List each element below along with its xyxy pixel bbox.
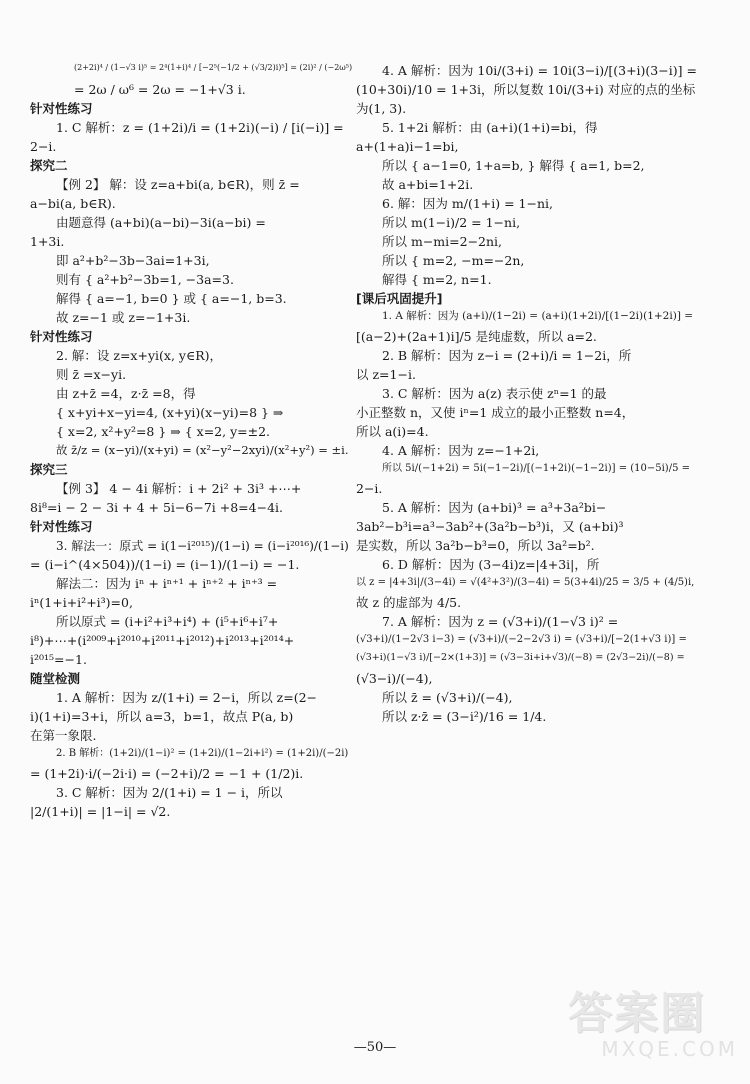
text-line: 【例 3】 4 − 4i 解析：i + 2i² + 3i³ +⋯+	[56, 481, 302, 496]
text-line: a−bi(a, b∈R).	[30, 196, 116, 211]
text-line: 所以 m(1−i)/2 = 1−ni,	[382, 215, 521, 230]
text-line: 则有 { a²+b²−3b=1, −3a=3.	[56, 272, 234, 287]
text-line: 7. A 解析：因为 z = (√3+i)/(1−√3 i)² =	[382, 614, 619, 629]
text-line: = (i−i^(4×504))/(1−i) = (i−1)/(1−i) = −1.	[30, 557, 300, 572]
text-line: 8i⁸=i − 2 − 3i + 4 + 5i−6−7i +8=4−4i.	[30, 500, 283, 515]
text-line: a+(1+a)i−1=bi,	[356, 139, 459, 154]
text-line: 所以 z·z̄ = (3−i²)/16 = 1/4.	[382, 709, 547, 724]
page-number: —50—	[353, 1040, 397, 1055]
section-heading: 针对性练习	[30, 101, 93, 116]
text-line: = 2ω / ω⁶ = 2ω = −1+√3 i.	[74, 82, 246, 97]
text-line: 2−i.	[30, 139, 57, 154]
watermark-logo	[568, 990, 738, 1070]
text-line: (10+30i)/10 = 1+3i，所以复数 10i/(3+i) 对应的点的坐标	[356, 82, 696, 97]
text-line: 1. C 解析：z = (1+2i)/i = (1+2i)(−i) / [i(−i)] =	[56, 120, 344, 135]
text-line: 则 z̄ =x−yi.	[56, 367, 127, 382]
text-line: { x+yi+x−yi=4, (x+yi)(x−yi)=8 } ⇒	[56, 405, 284, 420]
text-line: 以 z = |4+3i|/(3−4i) = √(4²+3²)/(3−4i) = 5(3+4i)/25 = 3/5 + (4/5)i,	[356, 577, 695, 588]
text-line: 所以 { m=2, −m=−2n,	[382, 253, 525, 268]
text-line: = (1+2i)·i/(−2i·i) = (−2+i)/2 = −1 + (1/2)i.	[30, 766, 304, 781]
left-column	[30, 62, 358, 822]
text-line: iⁿ(1+i+i²+i³)=0,	[30, 595, 133, 610]
section-heading: [课后巩固提升]	[356, 291, 443, 306]
text-line: 解得 { m=2, n=1.	[382, 272, 492, 287]
text-line: 即 a²+b²−3b−3ai=1+3i,	[56, 253, 210, 268]
text-line: 所以 a(i)=4.	[356, 424, 429, 439]
text-line: (√3+i)(1−√3 i)/[−2×(1+3)] = (√3−3i+i+√3)/(−8) = (2√3−2i)/(−8) =	[356, 652, 685, 663]
text-line: 由 z+z̄ =4，z·z̄ =8，得	[56, 386, 196, 401]
text-line: i⁸)+⋯+(i²⁰⁰⁹+i²⁰¹⁰+i²⁰¹¹+i²⁰¹²)+i²⁰¹³+i²⁰¹⁴+	[30, 633, 295, 648]
text-line: (√3−i)/(−4),	[356, 671, 433, 686]
text-line: 4. A 解析：因为 10i/(3+i) = 10i(3−i)/[(3+i)(3−i)] =	[382, 63, 697, 78]
section-heading: 针对性练习	[30, 519, 93, 534]
text-line: { x=2, x²+y²=8 } ⇒ { x=2, y=±2.	[56, 424, 271, 439]
text-line: 故 z 的虚部为 4/5.	[356, 595, 462, 610]
text-line: 3. 解法一：原式 = i(1−i²⁰¹⁵)/(1−i) = (i−i²⁰¹⁶)/(1−i)	[56, 539, 349, 553]
section-heading: 随堂检测	[30, 671, 81, 686]
text-line: 6. 解：因为 m/(1+i) = 1−ni,	[382, 196, 553, 211]
text-line: 故 a+bi=1+2i.	[382, 177, 474, 192]
text-line: [(a−2)+(2a+1)i]/5 是纯虚数，所以 a=2.	[356, 329, 597, 344]
text-line: 4. A 解析：因为 z=−1+2i,	[382, 443, 540, 458]
text-line: i)(1+i)=3+i，所以 a=3，b=1，故点 P(a, b)	[30, 709, 294, 724]
section-heading: 探究三	[30, 462, 68, 477]
text-line: 是实数，所以 3a²b−b³=0，所以 3a²=b².	[356, 538, 595, 553]
text-line: 5. A 解析：因为 (a+bi)³ = a³+3a²bi−	[382, 500, 607, 515]
text-line: 为(1, 3).	[356, 101, 407, 116]
text-line: (√3+i)/(1−2√3 i−3) = (√3+i)/(−2−2√3 i) = (√3+i)/[−2(1+√3 i)] =	[356, 634, 687, 645]
text-line: 2. 解：设 z=x+yi(x, y∈R)，	[56, 348, 222, 363]
text-line: 2−i.	[356, 481, 383, 496]
text-line: 解得 { a=−1, b=0 } 或 { a=−1, b=3.	[56, 291, 287, 306]
section-heading: 探究二	[30, 158, 68, 173]
text-line: 5. 1+2i 解析：由 (a+i)(1+i)=bi，得	[382, 120, 598, 135]
text-line: 小正整数 n，又使 iⁿ=1 成立的最小正整数 n=4，	[356, 405, 635, 420]
text-line: 所以 5i/(−1+2i) = 5i(−1−2i)/[(−1+2i)(−1−2i)] = (10−5i)/5 =	[382, 463, 691, 474]
text-line: 故 z̄/z = (x−yi)/(x+yi) = (x²−y²−2xyi)/(x²+y²) = ±i.	[56, 443, 349, 457]
text-line: 2. B 解析：(1+2i)/(1−i)² = (1+2i)/(1−2i+i²) = (1+2i)/(−2i)	[56, 748, 349, 759]
watermark-main: 答案圈	[568, 988, 706, 1039]
text-line: 2. B 解析：因为 z−i = (2+i)/i = 1−2i，所	[382, 348, 632, 363]
text-line: 3. C 解析：因为 2/(1+i) = 1 − i，所以	[56, 785, 283, 800]
text-line: 【例 2】 解：设 z=a+bi(a, b∈R)，则 z̄ =	[56, 177, 300, 192]
text-line: 以 z=1−i.	[356, 367, 416, 382]
text-line: 6. D 解析：因为 (3−4i)z=|4+3i|，所	[382, 557, 600, 572]
text-line: 故 z=−1 或 z=−1+3i.	[56, 310, 191, 325]
text-line: 所以 z̄ = (√3+i)/(−4),	[382, 690, 513, 705]
text-line: 1+3i.	[30, 234, 65, 249]
text-line: 在第一象限.	[30, 728, 97, 743]
text-line: (2+2i)⁴ / (1−√3 i)⁵ = 2⁴(1+i)⁴ / [−2⁵(−1/2 + (√3/2)i)⁵] = (2i)² / (−2ω⁵)	[74, 63, 353, 72]
section-heading: 针对性练习	[30, 329, 93, 344]
text-line: 所以 m−mi=2−2ni,	[382, 234, 503, 249]
text-line: 由题意得 (a+bi)(a−bi)−3i(a−bi) =	[56, 215, 266, 230]
right-column	[356, 62, 700, 727]
text-line: 解法二：因为 iⁿ + iⁿ⁺¹ + iⁿ⁺² + iⁿ⁺³ =	[56, 576, 278, 591]
text-line: 所以原式 = (i+i²+i³+i⁴) + (i⁵+i⁶+i⁷+	[56, 614, 279, 629]
watermark-sub: MXQE.COM	[601, 1037, 738, 1061]
text-line: |2/(1+i)| = |1−i| = √2.	[30, 804, 171, 819]
text-line: 3ab²−b³i=a³−3ab²+(3a²b−b³)i，又 (a+bi)³	[356, 519, 624, 534]
text-line: 1. A 解析：因为 (a+i)/(1−2i) = (a+i)(1+2i)/[(1−2i)(1+2i)] =	[382, 310, 694, 322]
text-line: i²⁰¹⁵=−1.	[30, 652, 87, 667]
text-line: 1. A 解析：因为 z/(1+i) = 2−i，所以 z=(2−	[56, 690, 318, 705]
text-line: 所以 { a−1=0, 1+a=b, } 解得 { a=1, b=2,	[382, 158, 645, 173]
text-line: 3. C 解析：因为 a(z) 表示使 zⁿ=1 的最	[382, 386, 607, 401]
